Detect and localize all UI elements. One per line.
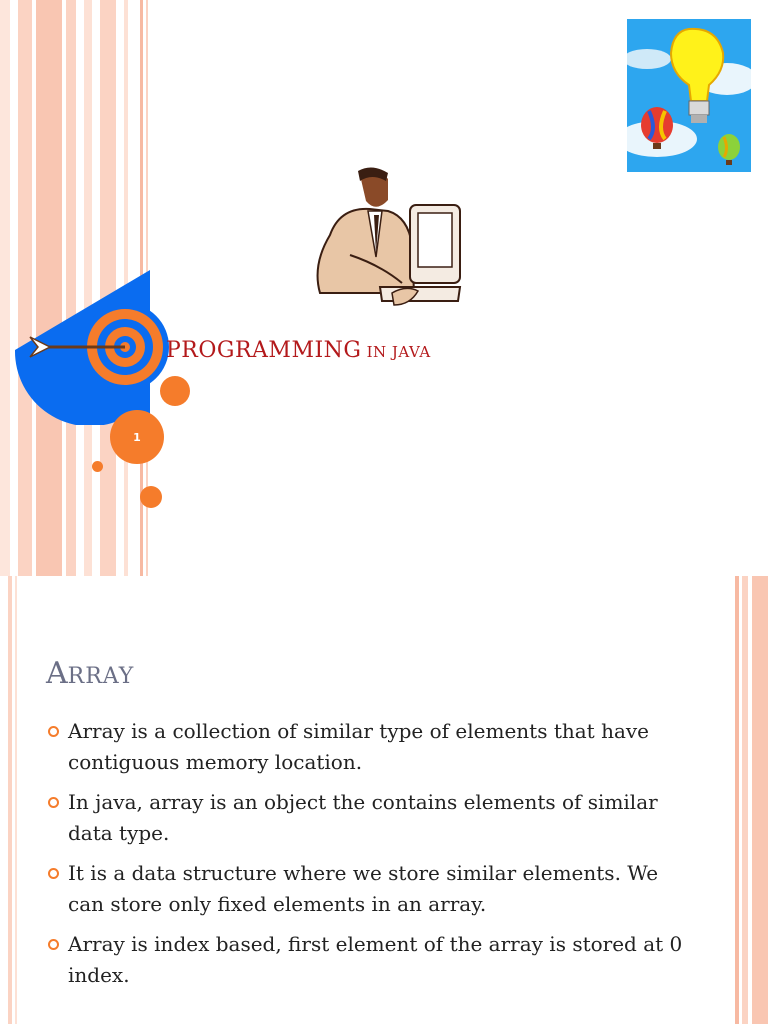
slide-title xyxy=(166,338,431,363)
bullet-text: In java, array is an object the contains elements of similar data type. xyxy=(68,790,658,845)
page-number: 1 xyxy=(110,410,164,464)
lightbulb-balloons-icon xyxy=(627,19,751,172)
decor-dot xyxy=(92,461,103,472)
decor-dot xyxy=(140,486,162,508)
list-item xyxy=(46,787,686,849)
list-item xyxy=(46,858,686,920)
bullet-circle-icon xyxy=(48,939,59,950)
stripe xyxy=(0,0,10,576)
stripe xyxy=(752,576,768,1024)
title-sub: IN JAVA xyxy=(366,343,431,361)
stripe xyxy=(15,576,17,1024)
target-arrow-icon xyxy=(10,265,170,425)
stripe xyxy=(735,576,739,1024)
decor-dot xyxy=(160,376,190,406)
stripe xyxy=(742,576,748,1024)
stripe xyxy=(8,576,12,1024)
bullet-circle-icon xyxy=(48,726,59,737)
bullet-circle-icon xyxy=(48,868,59,879)
list-item xyxy=(46,716,686,778)
slide-heading xyxy=(46,656,134,691)
bullet-list xyxy=(46,716,686,1000)
bullet-circle-icon xyxy=(48,797,59,808)
heading-rest: RRAY xyxy=(67,664,135,689)
title-main: PROGRAMMING xyxy=(166,338,362,363)
heading-first-letter: A xyxy=(46,656,68,691)
list-item xyxy=(46,929,686,991)
bullet-text: Array is index based, first element of the array is stored at 0 index. xyxy=(68,932,683,987)
businessman-computer-icon xyxy=(310,165,470,315)
bullet-text: Array is a collection of similar type of elements that have contiguous memory location. xyxy=(68,719,650,774)
bullet-text: It is a data structure where we store similar elements. We can store only fixed elements in an array. xyxy=(68,861,659,916)
